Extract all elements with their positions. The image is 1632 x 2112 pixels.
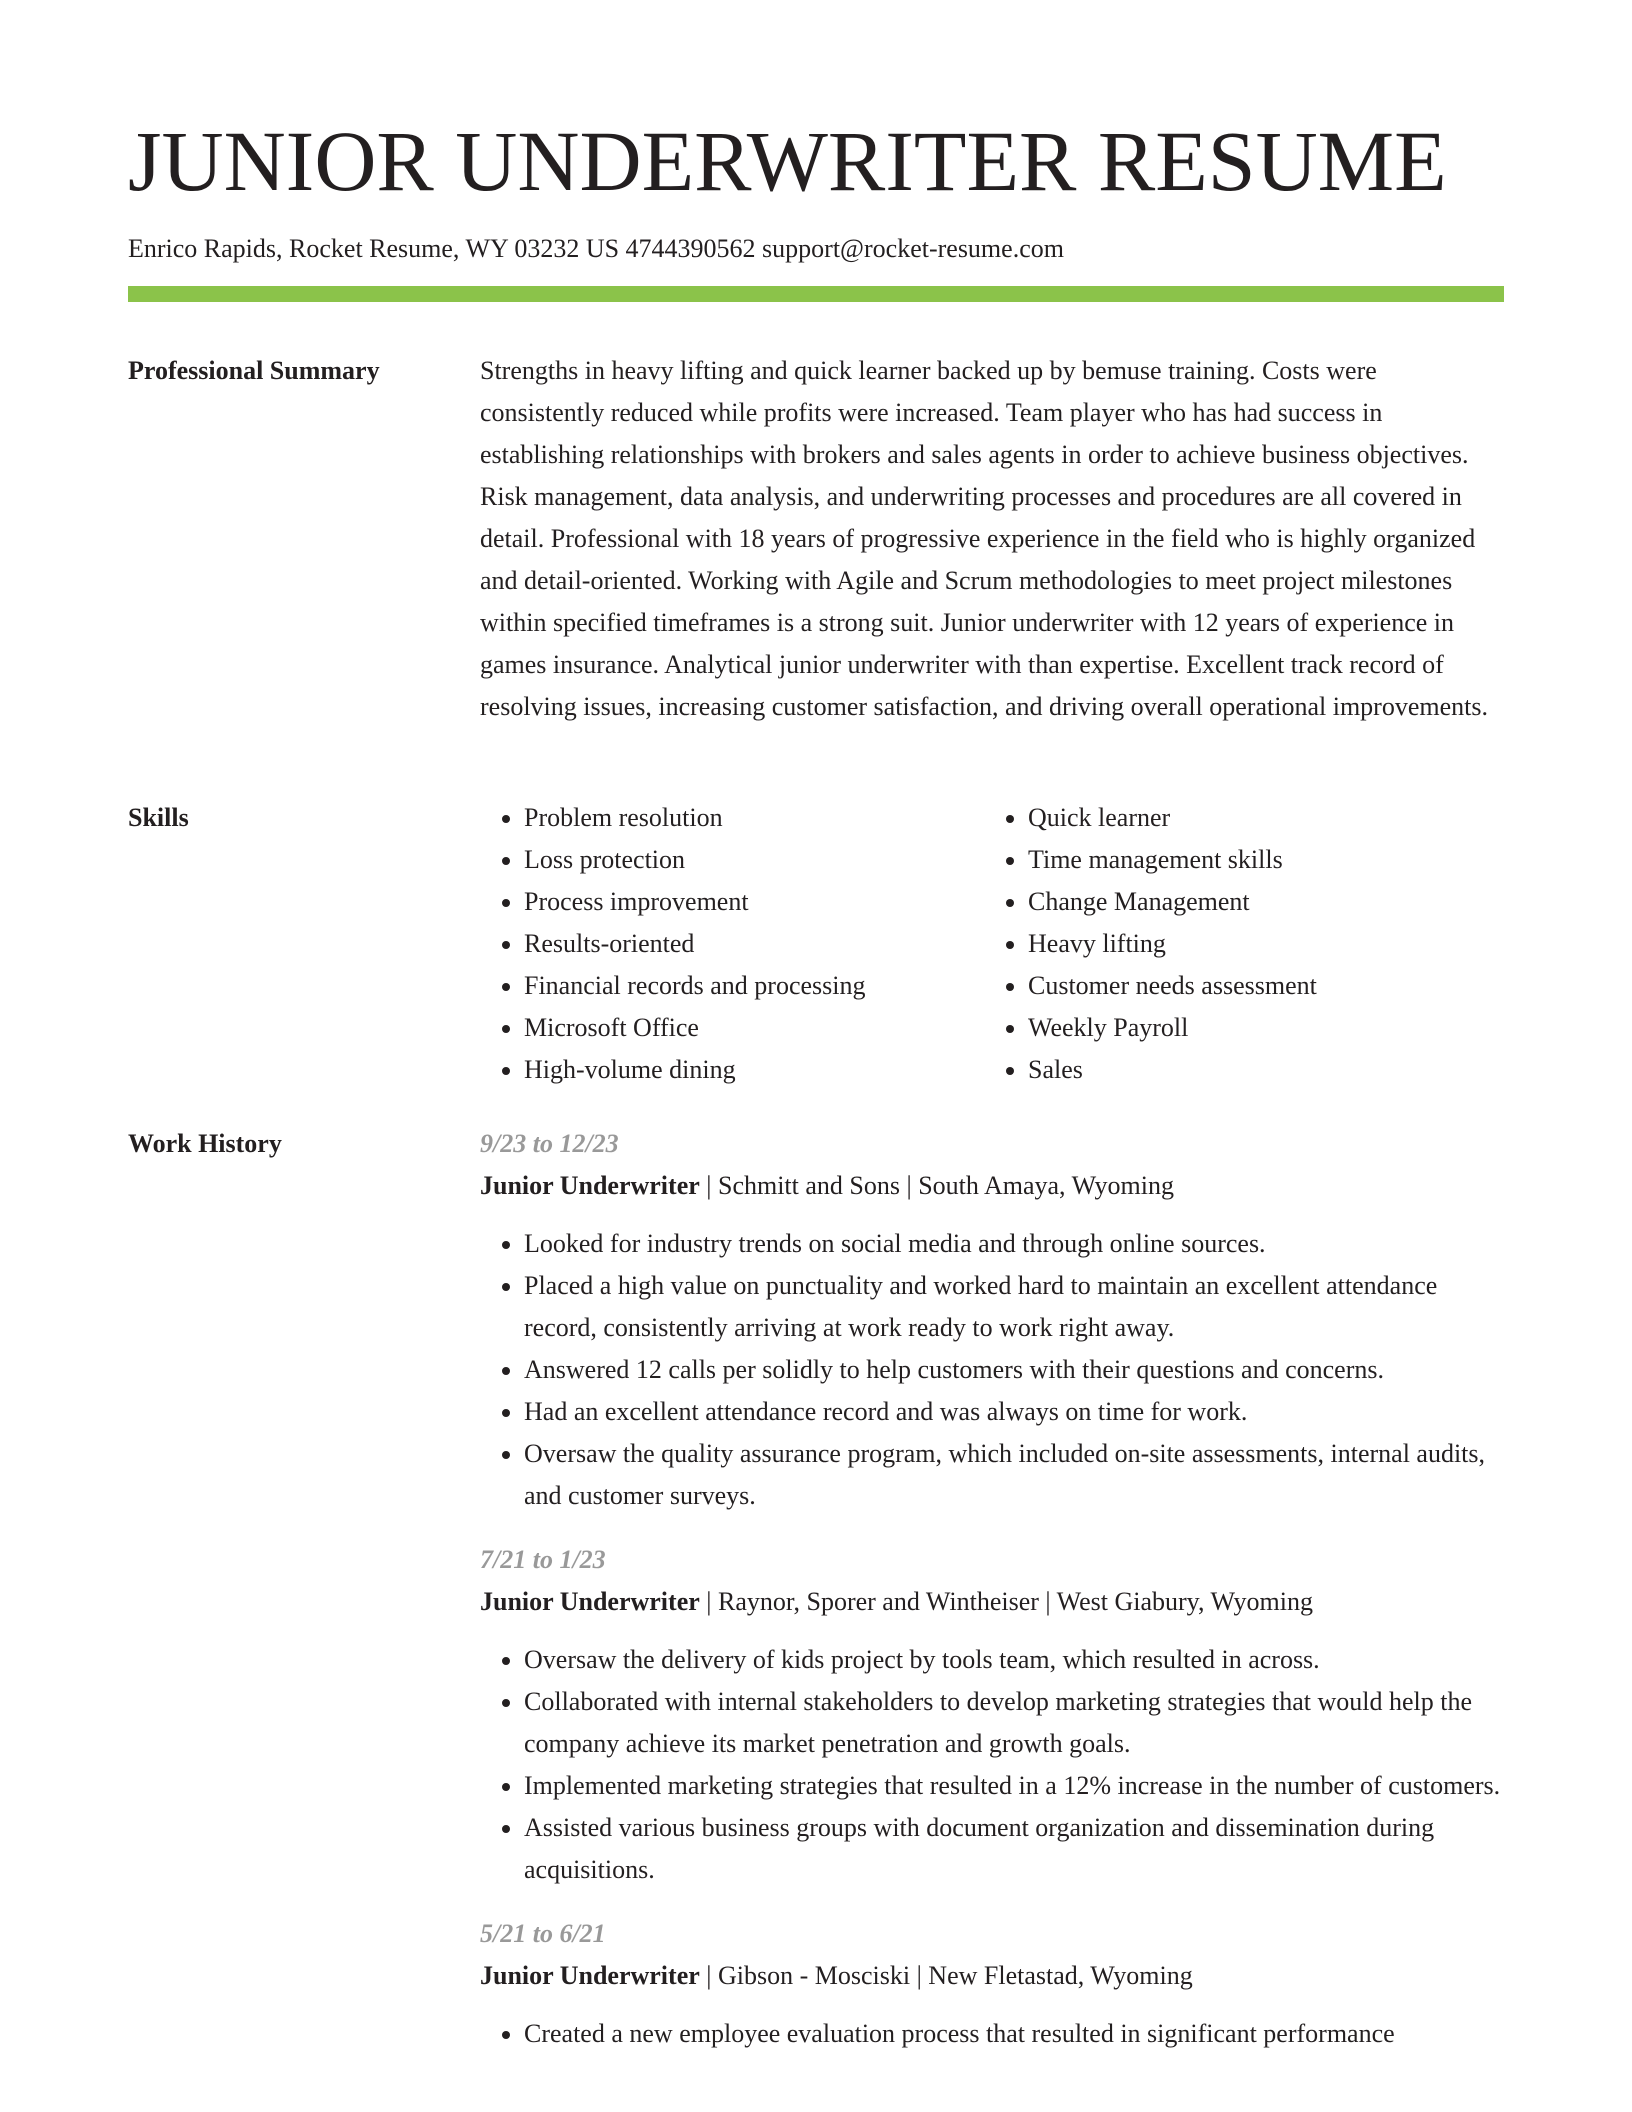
job-entry [480, 1913, 1504, 2055]
job-entry [480, 1539, 1504, 1891]
job-bullet: • Assisted various business groups with document organization and dissemination during acquisitions. [524, 1807, 1504, 1891]
job-details: | Schmitt and Sons | South Amaya, Wyoming [699, 1171, 1174, 1200]
job-details: | Raynor, Sporer and Wintheiser | West Giabury, Wyoming [699, 1587, 1313, 1616]
summary-text: Strengths in heavy lifting and quick learner backed up by bemuse training. Costs were consistently reduced while profits were increased. Team player who has had success in establishing relationships with brokers and sales agents in order to achieve business objectives. Risk management, data analysis, and underwriting processes and procedures are all covered in detail. Professional with 18 years of progressive experience in the field who is highly organized and detail-oriented. Working with Agile and Scrum methodologies to meet project milestones within specified timeframes is a strong suit. Junior underwriter with 12 years of experience in games insurance. Analytical junior underwriter with than expertise. Excellent track record of resolving issues, increasing customer satisfaction, and driving overall operational improvements. [480, 356, 1488, 721]
job-title: Junior Underwriter [480, 1587, 700, 1616]
skill-item: • Process improvement [524, 881, 984, 923]
job-bullet: • Had an excellent attendance record and was always on time for work. [524, 1391, 1504, 1433]
work-history-label: Work History [128, 1129, 282, 1158]
job-bullet: • Collaborated with internal stakeholders to develop marketing strategies that would help the company achieve its market penetration and growth goals. [524, 1681, 1504, 1765]
job-dates: 7/21 to 1/23 [480, 1545, 606, 1574]
job-dates: 9/23 to 12/23 [480, 1129, 619, 1158]
job-heading [480, 1581, 1504, 1623]
skill-item: • Results-oriented [524, 923, 984, 965]
skills-label: Skills [128, 803, 189, 832]
job-bullet: • Looked for industry trends on social media and through online sources. [524, 1223, 1504, 1265]
job-entry [480, 1123, 1504, 1517]
skill-item: • Quick learner [1028, 797, 1488, 839]
job-title: Junior Underwriter [480, 1961, 700, 1990]
job-heading [480, 1955, 1504, 1997]
job-bullet: • Answered 12 calls per solidly to help customers with their questions and concerns. [524, 1349, 1504, 1391]
job-details: | Gibson - Mosciski | New Fletastad, Wyoming [699, 1961, 1193, 1990]
skills-list-left [480, 797, 984, 1091]
skill-item: • Heavy lifting [1028, 923, 1488, 965]
summary-label: Professional Summary [128, 356, 380, 385]
job-bullet: • Implemented marketing strategies that resulted in a 12% increase in the number of customers. [524, 1765, 1504, 1807]
skills-list-right [984, 797, 1488, 1091]
job-title: Junior Underwriter [480, 1171, 700, 1200]
job-bullets [480, 2013, 1504, 2055]
skill-item: • Weekly Payroll [1028, 1007, 1488, 1049]
skill-item: • Customer needs assessment [1028, 965, 1488, 1007]
skill-item: • Financial records and processing [524, 965, 984, 1007]
skill-item: • Sales [1028, 1049, 1488, 1091]
job-bullet: • Oversaw the quality assurance program, which included on-site assessments, internal audits, and customer surveys. [524, 1433, 1504, 1517]
contact-line: Enrico Rapids, Rocket Resume, WY 03232 US 4744390562 support@rocket-resume.com [128, 234, 1064, 263]
work-history-body [480, 1123, 1504, 2077]
skills-body [480, 797, 1504, 1091]
job-bullets [480, 1639, 1504, 1891]
summary-body [480, 350, 1504, 728]
skill-item: • Microsoft Office [524, 1007, 984, 1049]
job-bullet: • Oversaw the delivery of kids project by tools team, which resulted in across. [524, 1639, 1504, 1681]
skill-item: • Loss protection [524, 839, 984, 881]
skill-item: • High-volume dining [524, 1049, 984, 1091]
job-heading [480, 1165, 1504, 1207]
resume-title: JUNIOR UNDERWRITER RESUME [128, 113, 1447, 209]
job-dates: 5/21 to 6/21 [480, 1919, 606, 1948]
job-bullets [480, 1223, 1504, 1517]
skills-columns [480, 797, 1504, 1091]
skill-item: • Problem resolution [524, 797, 984, 839]
job-bullet: • Placed a high value on punctuality and worked hard to maintain an excellent attendance record, consistently arriving at work ready to work right away. [524, 1265, 1504, 1349]
accent-divider [128, 286, 1504, 302]
skill-item: • Time management skills [1028, 839, 1488, 881]
job-bullet: • Created a new employee evaluation process that resulted in significant performance [524, 2013, 1504, 2055]
skill-item: • Change Management [1028, 881, 1488, 923]
